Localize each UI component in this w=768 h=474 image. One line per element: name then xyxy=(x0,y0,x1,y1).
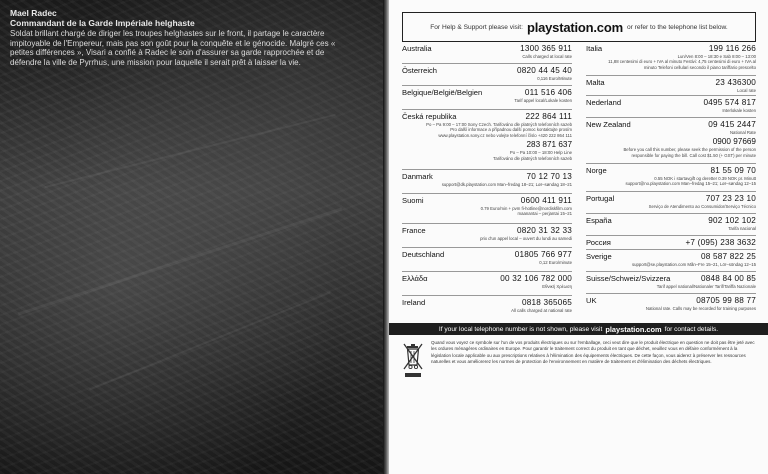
country-name: Suisse/Schweiz/Svizzera xyxy=(586,274,671,283)
contact-entry xyxy=(586,120,756,164)
contact-entry xyxy=(402,274,572,296)
country-name: Ireland xyxy=(402,298,426,307)
rate-note: maanantai – perjantai 15–21 xyxy=(517,211,572,217)
rate-note: Po – Pa 10:00 – 18:00 Help Line xyxy=(509,150,572,156)
country-name: Norge xyxy=(586,166,607,175)
country-name: France xyxy=(402,226,426,235)
help-text-after: or refer to the telephone list below. xyxy=(626,23,728,31)
phone-number[interactable]: 01805 766 977 xyxy=(514,250,572,259)
character-rank: Commandant de la Garde Impériale helghaste xyxy=(10,18,195,28)
contact-entry xyxy=(586,98,756,118)
rate-note: Before you call this number, please seek the permission of the person xyxy=(623,147,756,153)
contact-entry xyxy=(402,88,572,110)
phone-number[interactable]: 0848 84 00 85 xyxy=(701,274,756,283)
rate-note: support@se.playstation.com Mån–Fre 15–21, Lör–söndag 12–15 xyxy=(631,262,756,267)
contact-entry xyxy=(586,216,756,236)
rate-note: Tarifováno dle platných telefonních sazeb xyxy=(493,155,572,161)
contact-entry xyxy=(402,66,572,86)
country-name: Portugal xyxy=(586,194,615,203)
phone-number[interactable]: 902 102 102 xyxy=(708,216,756,225)
country-name: España xyxy=(586,216,612,225)
phone-number[interactable]: 08705 99 88 77 xyxy=(696,296,756,305)
country-name: Australia xyxy=(402,44,432,53)
country-name: New Zealand xyxy=(586,120,631,129)
rate-note: Po – Pa 9:00 – 17:00 Sony Czech. Tarifováno dle platných telefonních sazeb xyxy=(426,122,572,127)
phone-number[interactable]: 011 516 406 xyxy=(524,88,572,97)
texture-scratch xyxy=(89,291,331,390)
country-name: Deutschland xyxy=(402,250,445,259)
bar-text-after: for contact details. xyxy=(664,325,719,333)
phone-number-secondary[interactable]: 0900 97669 xyxy=(712,137,756,147)
character-description: Soldat brillant chargé de diriger les troupes helghastes sur le front, il partage le caractère impitoyable de l'Empereur, mais pas son goût pour la conquête et le génocide. Malgré ces « petites différences », Visari a confié à Radec le soin d'assurer sa garde rapprochée et de défendre la ville de Pyrrhus, une mission pour laquelle il serait prêt à laisser la vie. xyxy=(10,29,336,67)
contact-column-left xyxy=(402,44,572,320)
phone-number[interactable]: 0818 365065 xyxy=(521,298,572,307)
phone-number[interactable]: 23 436300 xyxy=(715,78,756,87)
rate-note: www.playstation.sony.cz nebo volejte telefonní číslo +420 222 864 111 xyxy=(438,132,572,138)
phone-number[interactable]: 0495 574 817 xyxy=(703,98,756,107)
rate-note: support@dk.playstation.com Man–fredag 18–21; Lør–søndag 18–21 xyxy=(441,182,572,187)
rate-note: 0.79 Euro/min + pvm fi-hotline@nordiskfilm.com xyxy=(480,206,572,211)
phone-number[interactable]: 09 415 2447 xyxy=(708,120,756,129)
country-name: Danmark xyxy=(402,172,433,181)
character-bio xyxy=(10,8,340,67)
rate-note: All calls charged at national rate xyxy=(511,308,572,313)
rate-note: Tarif appel national/Nationaler Tarif/Tariffa Nazionale xyxy=(656,284,756,289)
fallback-contact-bar xyxy=(389,323,768,335)
help-text-before: For Help & Support please visit: xyxy=(430,23,523,31)
phone-number[interactable]: +7 (095) 238 3632 xyxy=(685,238,756,247)
phone-number[interactable]: 70 12 70 13 xyxy=(526,172,572,181)
country-name: Italia xyxy=(586,44,603,53)
country-name: Nederland xyxy=(586,98,622,107)
rate-note: Calls charged at local rate xyxy=(522,54,572,59)
weee-bin-icon xyxy=(402,341,424,381)
weee-disposal-notice: Quand vous voyez ce symbole sur l'un de vos produits électriques ou sur l'emballage, ceci veut dire que le produit électrique en question ne doit pas être jeté avec les ordures ménagères ordinaires en Europe. Pour garantir le traitement correct du produit en tant que déchet, veuillez vous en défaire conformément à la législation locale applicable ou aux prescriptions relatives à l'élimination des équipements électriques. De cette façon, vous aiderez à préserver les ressources naturelles et vous améliorerez les normes de protection de l'environnement en matière de traitement et d'élimination des déchets électriques. xyxy=(431,340,755,365)
contact-entry xyxy=(586,78,756,96)
country-name: Belgique/België/Belgien xyxy=(402,88,483,97)
rate-note: responsible for paying the bill. Call cost $1.50 (+ GST) per minute xyxy=(631,152,756,158)
rate-note: National rate. Calls may be recorded for training purposes xyxy=(645,306,756,311)
left-page xyxy=(0,0,383,474)
contact-entry xyxy=(586,194,756,214)
bar-playstation-link[interactable]: playstation.com xyxy=(605,324,662,334)
phone-number[interactable]: 222 864 111 xyxy=(525,112,572,121)
phone-number[interactable]: 0820 31 32 33 xyxy=(517,226,572,235)
rate-note: Local rate xyxy=(737,88,756,93)
contact-list xyxy=(402,44,756,320)
rate-note: Lun/Ven 8:00 – 18:30 e Sab 8:00 – 13:00 xyxy=(677,54,756,59)
country-name: Österreich xyxy=(402,66,438,75)
phone-number[interactable]: 0820 44 45 40 xyxy=(517,66,572,75)
phone-number[interactable]: 00 32 106 782 000 xyxy=(500,274,572,283)
rate-note: 0,116 Euro/Minute xyxy=(537,76,572,81)
phone-number[interactable]: 199 116 266 xyxy=(708,44,756,53)
bar-text-before: If your local telephone number is not shown, please visit xyxy=(438,325,603,333)
country-name: Ελλάδα xyxy=(402,274,428,283)
country-name: UK xyxy=(586,296,597,305)
character-name: Mael Radec xyxy=(10,8,57,18)
contact-entry xyxy=(586,166,756,192)
rate-note: 11,88 centesimi di euro + IVA al minuto Festivi: 4,75 centesimi di euro + IVA al xyxy=(608,59,756,65)
contact-entry xyxy=(402,298,572,320)
contact-entry xyxy=(402,250,572,272)
phone-number[interactable]: 707 23 23 10 xyxy=(705,194,756,203)
phone-number[interactable]: 81 55 09 70 xyxy=(710,166,756,175)
phone-number[interactable]: 08 587 822 25 xyxy=(701,252,756,261)
right-page xyxy=(389,0,768,474)
rate-note: National Rate xyxy=(729,130,756,135)
contact-entry xyxy=(586,252,756,272)
phone-number[interactable]: 0600 411 911 xyxy=(520,196,572,205)
rate-note: Serviço de Atendimento ao Consumidor/Serviço Técnico xyxy=(648,204,756,209)
contact-entry xyxy=(586,274,756,294)
help-support-box xyxy=(402,12,756,42)
rate-note: Tarif appel local/Lokale kosten xyxy=(514,98,572,103)
rate-note: prix d'un appel local – ouvert du lundi au samedi xyxy=(480,236,572,241)
rate-note: 0,12 Euro/minute xyxy=(539,260,572,265)
country-name: Россия xyxy=(586,238,611,247)
playstation-link[interactable]: playstation.com xyxy=(526,19,623,35)
rate-note: Interlokale kosten xyxy=(722,108,756,113)
contact-entry xyxy=(402,112,572,170)
texture-scratch xyxy=(44,114,336,189)
contact-entry xyxy=(402,196,572,224)
rate-note: minuto Telefoni cellulari secondo il piano tariffario prescelto xyxy=(643,64,756,70)
contact-entry xyxy=(586,44,756,76)
country-name: Česká republika xyxy=(402,112,457,121)
country-name: Suomi xyxy=(402,196,424,205)
phone-number[interactable]: 1300 365 911 xyxy=(520,44,572,53)
contact-entry xyxy=(402,226,572,248)
texture-scratch xyxy=(18,208,342,316)
rate-note: Pro další informace a případnou další pomoc kontaktujte prosím xyxy=(450,127,572,133)
rate-note: support@no.playstation.com Man–fredag 15–21; Lør–søndag 12–15 xyxy=(625,181,756,187)
contact-entry xyxy=(586,238,756,250)
country-name: Malta xyxy=(586,78,605,87)
rate-note: Tarifa nacional xyxy=(728,226,756,231)
rate-note: Εθνική Χρέωση xyxy=(542,284,572,289)
country-name: Sverige xyxy=(586,252,612,261)
rate-note: 0.55 NOK i startavgift og deretter 0.39 NOK pr. Minutt xyxy=(654,176,756,181)
phone-number-secondary[interactable]: 283 871 637 xyxy=(526,140,572,150)
contact-column-right xyxy=(586,44,756,320)
contact-entry xyxy=(402,172,572,194)
contact-entry xyxy=(586,296,756,318)
contact-entry xyxy=(402,44,572,64)
